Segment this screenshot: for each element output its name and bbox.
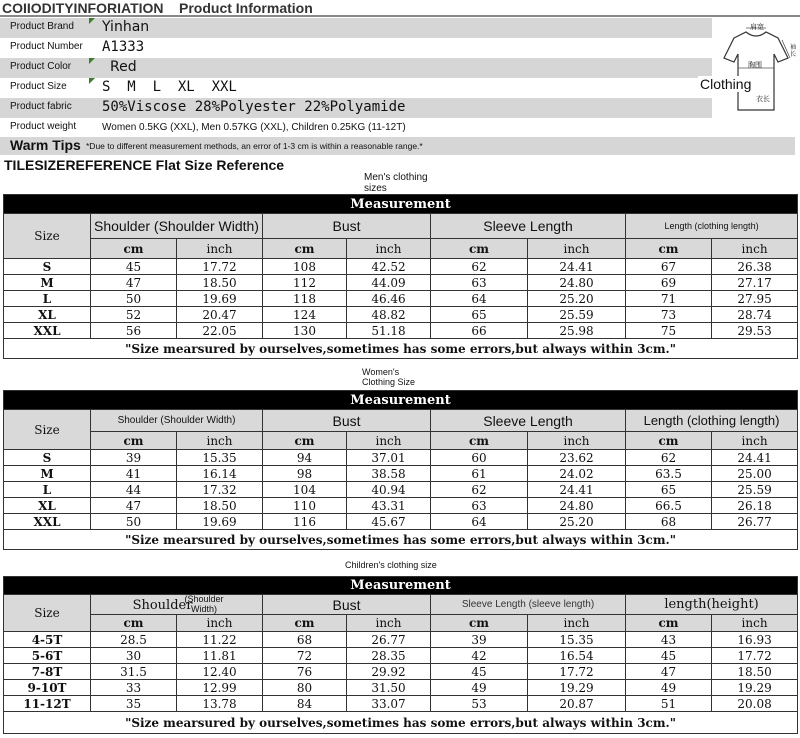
value-cell: 20.08 xyxy=(712,696,798,712)
value-cell: 24.41 xyxy=(712,450,798,466)
children-col-shoulder xyxy=(91,595,263,615)
value-cell: 25.98 xyxy=(528,323,626,339)
men-col-length: Length (clothing length) xyxy=(626,214,798,239)
value-cell: 35 xyxy=(91,696,177,712)
unit-inch: inch xyxy=(347,239,431,259)
value-cell: 44 xyxy=(91,482,177,498)
table-row xyxy=(4,680,798,696)
value-cell: 44.09 xyxy=(347,275,431,291)
info-row-color xyxy=(0,58,712,78)
value-cell: 25.20 xyxy=(528,514,626,530)
value-cell: 26.18 xyxy=(712,498,798,514)
value-cell: 47 xyxy=(91,498,177,514)
men-size-table xyxy=(3,194,798,359)
value-cell: 48.82 xyxy=(347,307,431,323)
info-value: Women 0.5KG (XXL), Men 0.57KG (XXL), Children 0.25KG (11-12T) xyxy=(102,122,406,133)
value-cell: 110 xyxy=(263,498,347,514)
women-col-sleeve: Sleeve Length xyxy=(431,410,626,432)
value-cell: 33 xyxy=(91,680,177,696)
value-cell: 24.41 xyxy=(528,482,626,498)
unit-inch: inch xyxy=(528,239,626,259)
value-cell: 72 xyxy=(263,648,347,664)
value-cell: 46.46 xyxy=(347,291,431,307)
info-row-fabric xyxy=(0,98,712,118)
value-cell: 42.52 xyxy=(347,259,431,275)
info-value: 50%Viscose 28%Polyester 22%Polyamide xyxy=(102,99,406,115)
value-cell: 20.87 xyxy=(528,696,626,712)
men-table-title: Measurement xyxy=(4,195,798,214)
value-cell: 63.5 xyxy=(626,466,712,482)
size-cell: M xyxy=(4,275,91,291)
children-col-length: length(height) xyxy=(626,595,798,615)
value-cell: 94 xyxy=(263,450,347,466)
info-row-size xyxy=(0,78,712,98)
table-row xyxy=(4,498,798,514)
value-cell: 116 xyxy=(263,514,347,530)
value-cell: 61 xyxy=(431,466,528,482)
value-cell: 27.95 xyxy=(712,291,798,307)
info-value: S M L XL XXL xyxy=(102,79,237,95)
children-shoulder-main: Shoulder xyxy=(132,598,193,613)
table-row xyxy=(4,275,798,291)
value-cell: 47 xyxy=(91,275,177,291)
value-cell: 11.22 xyxy=(177,632,263,648)
value-cell: 40.94 xyxy=(347,482,431,498)
table-row xyxy=(4,696,798,712)
children-col-bust: Bust xyxy=(263,595,431,615)
children-col-sleeve: Sleeve Length (sleeve length) xyxy=(431,595,626,615)
size-cell: S xyxy=(4,450,91,466)
women-table-title: Measurement xyxy=(4,391,798,410)
value-cell: 60 xyxy=(431,450,528,466)
value-cell: 84 xyxy=(263,696,347,712)
value-cell: 49 xyxy=(626,680,712,696)
value-cell: 69 xyxy=(626,275,712,291)
table-row xyxy=(4,482,798,498)
value-cell: 37.01 xyxy=(347,450,431,466)
warm-tips-bar xyxy=(0,137,795,155)
value-cell: 16.14 xyxy=(177,466,263,482)
men-col-sleeve: Sleeve Length xyxy=(431,214,626,239)
value-cell: 29.53 xyxy=(712,323,798,339)
size-cell: XL xyxy=(4,498,91,514)
info-row-weight xyxy=(0,118,712,138)
page-header xyxy=(0,0,800,17)
value-cell: 43.31 xyxy=(347,498,431,514)
info-label: Product weight xyxy=(10,121,77,132)
value-cell: 33.07 xyxy=(347,696,431,712)
info-row-brand xyxy=(0,18,712,38)
value-cell: 49 xyxy=(431,680,528,696)
children-section-label: Children's clothing size xyxy=(345,560,437,570)
unit-cm: cm xyxy=(626,615,712,632)
value-cell: 18.50 xyxy=(177,275,263,291)
size-cell: 9-10T xyxy=(4,680,91,696)
value-cell: 16.93 xyxy=(712,632,798,648)
women-section-label: Women's Clothing Size xyxy=(362,367,416,387)
value-cell: 62 xyxy=(431,259,528,275)
unit-cm: cm xyxy=(626,432,712,450)
shirt-diagram xyxy=(700,18,800,138)
unit-inch: inch xyxy=(177,432,263,450)
men-table-note: "Size mearsured by ourselves,sometimes has some errors,but always within 3cm." xyxy=(4,339,798,359)
value-cell: 68 xyxy=(263,632,347,648)
value-cell: 65 xyxy=(431,307,528,323)
value-cell: 29.92 xyxy=(347,664,431,680)
info-label: Product Size xyxy=(10,81,67,92)
unit-cm: cm xyxy=(263,239,347,259)
value-cell: 12.40 xyxy=(177,664,263,680)
unit-cm: cm xyxy=(431,615,528,632)
value-cell: 63 xyxy=(431,498,528,514)
size-cell: XL xyxy=(4,307,91,323)
unit-cm: cm xyxy=(91,432,177,450)
info-value: A1333 xyxy=(102,39,145,55)
value-cell: 18.50 xyxy=(712,664,798,680)
value-cell: 25.59 xyxy=(712,482,798,498)
value-cell: 104 xyxy=(263,482,347,498)
product-info-block xyxy=(0,18,712,138)
value-cell: 76 xyxy=(263,664,347,680)
size-cell: 11-12T xyxy=(4,696,91,712)
value-cell: 41 xyxy=(91,466,177,482)
value-cell: 66.5 xyxy=(626,498,712,514)
value-cell: 56 xyxy=(91,323,177,339)
info-label: Product Color xyxy=(10,61,72,72)
value-cell: 52 xyxy=(91,307,177,323)
shirt-sleeve-label: 袖长 xyxy=(790,44,797,58)
men-col-bust: Bust xyxy=(263,214,431,239)
unit-inch: inch xyxy=(712,615,798,632)
children-size-table xyxy=(3,576,798,734)
women-col-bust: Bust xyxy=(263,410,431,432)
value-cell: 50 xyxy=(91,291,177,307)
women-col-length: Length (clothing length) xyxy=(626,410,798,432)
women-table-note: "Size mearsured by ourselves,sometimes has some errors,but always within 3cm." xyxy=(4,530,798,550)
corner-mark-icon xyxy=(89,58,95,64)
value-cell: 63 xyxy=(431,275,528,291)
value-cell: 108 xyxy=(263,259,347,275)
men-section-label: Men's clothing sizes xyxy=(364,172,428,194)
warm-tips-title: Warm Tips xyxy=(10,137,81,153)
table-row xyxy=(4,648,798,664)
shirt-chest-label: 胸围 xyxy=(748,61,762,69)
value-cell: 75 xyxy=(626,323,712,339)
unit-cm: cm xyxy=(263,432,347,450)
value-cell: 45 xyxy=(431,664,528,680)
table-row xyxy=(4,259,798,275)
info-label: Product fabric xyxy=(10,101,72,112)
unit-cm: cm xyxy=(263,615,347,632)
table-row xyxy=(4,632,798,648)
value-cell: 13.78 xyxy=(177,696,263,712)
shirt-length-label: 衣长 xyxy=(756,95,770,103)
value-cell: 17.72 xyxy=(528,664,626,680)
value-cell: 16.54 xyxy=(528,648,626,664)
value-cell: 20.47 xyxy=(177,307,263,323)
info-row-number xyxy=(0,38,712,58)
unit-inch: inch xyxy=(712,239,798,259)
value-cell: 39 xyxy=(431,632,528,648)
value-cell: 25.59 xyxy=(528,307,626,323)
value-cell: 51 xyxy=(626,696,712,712)
value-cell: 124 xyxy=(263,307,347,323)
info-value: Yinhan xyxy=(102,19,150,35)
value-cell: 62 xyxy=(431,482,528,498)
header-title-right: Product Information xyxy=(179,0,313,16)
value-cell: 15.35 xyxy=(528,632,626,648)
unit-cm: cm xyxy=(431,432,528,450)
value-cell: 12.99 xyxy=(177,680,263,696)
table-row xyxy=(4,323,798,339)
value-cell: 67 xyxy=(626,259,712,275)
value-cell: 53 xyxy=(431,696,528,712)
size-cell: M xyxy=(4,466,91,482)
value-cell: 66 xyxy=(431,323,528,339)
value-cell: 19.29 xyxy=(528,680,626,696)
value-cell: 45 xyxy=(91,259,177,275)
children-col-size: Size xyxy=(4,595,91,632)
value-cell: 15.35 xyxy=(177,450,263,466)
value-cell: 38.58 xyxy=(347,466,431,482)
size-cell: S xyxy=(4,259,91,275)
size-cell: L xyxy=(4,291,91,307)
children-table-title: Measurement xyxy=(4,577,798,595)
value-cell: 17.72 xyxy=(712,648,798,664)
value-cell: 28.74 xyxy=(712,307,798,323)
value-cell: 17.32 xyxy=(177,482,263,498)
table-row xyxy=(4,514,798,530)
unit-inch: inch xyxy=(528,615,626,632)
clothing-label: Clothing xyxy=(700,76,752,92)
corner-mark-icon xyxy=(89,78,95,84)
value-cell: 24.80 xyxy=(528,275,626,291)
value-cell: 30 xyxy=(91,648,177,664)
value-cell: 25.20 xyxy=(528,291,626,307)
unit-cm: cm xyxy=(91,239,177,259)
men-col-size: Size xyxy=(4,214,91,259)
unit-inch: inch xyxy=(347,432,431,450)
value-cell: 31.5 xyxy=(91,664,177,680)
value-cell: 64 xyxy=(431,291,528,307)
value-cell: 62 xyxy=(626,450,712,466)
value-cell: 39 xyxy=(91,450,177,466)
size-cell: XXL xyxy=(4,323,91,339)
unit-inch: inch xyxy=(177,615,263,632)
info-label: Product Number xyxy=(10,41,83,52)
value-cell: 28.35 xyxy=(347,648,431,664)
table-row xyxy=(4,664,798,680)
value-cell: 43 xyxy=(626,632,712,648)
value-cell: 112 xyxy=(263,275,347,291)
value-cell: 19.69 xyxy=(177,514,263,530)
unit-inch: inch xyxy=(712,432,798,450)
warm-tips-text: *Due to different measurement methods, an error of 1-3 cm is within a reasonable range.* xyxy=(86,141,423,151)
value-cell: 50 xyxy=(91,514,177,530)
table-row xyxy=(4,307,798,323)
value-cell: 45 xyxy=(626,648,712,664)
size-cell: 5-6T xyxy=(4,648,91,664)
value-cell: 71 xyxy=(626,291,712,307)
value-cell: 73 xyxy=(626,307,712,323)
children-table-note: "Size mearsured by ourselves,sometimes has some errors,but always within 3cm." xyxy=(4,712,798,734)
value-cell: 23.62 xyxy=(528,450,626,466)
value-cell: 26.77 xyxy=(347,632,431,648)
value-cell: 11.81 xyxy=(177,648,263,664)
women-size-table xyxy=(3,390,798,550)
value-cell: 31.50 xyxy=(347,680,431,696)
value-cell: 18.50 xyxy=(177,498,263,514)
value-cell: 24.80 xyxy=(528,498,626,514)
value-cell: 19.29 xyxy=(712,680,798,696)
shirt-shoulder-label: 肩宽 xyxy=(750,23,764,31)
table-row xyxy=(4,466,798,482)
children-shoulder-sub: (Shoulder Width) xyxy=(184,594,224,614)
size-cell: XXL xyxy=(4,514,91,530)
table-row xyxy=(4,291,798,307)
value-cell: 26.77 xyxy=(712,514,798,530)
header-title-left: COIIODITYINFORIATION xyxy=(2,0,164,16)
value-cell: 25.00 xyxy=(712,466,798,482)
table-row xyxy=(4,450,798,466)
value-cell: 45.67 xyxy=(347,514,431,530)
unit-cm: cm xyxy=(431,239,528,259)
women-col-shoulder: Shoulder (Shoulder Width) xyxy=(91,410,263,432)
value-cell: 130 xyxy=(263,323,347,339)
size-cell: 4-5T xyxy=(4,632,91,648)
size-cell: 7-8T xyxy=(4,664,91,680)
men-col-shoulder: Shoulder (Shoulder Width) xyxy=(91,214,263,239)
value-cell: 98 xyxy=(263,466,347,482)
value-cell: 42 xyxy=(431,648,528,664)
unit-inch: inch xyxy=(528,432,626,450)
unit-cm: cm xyxy=(91,615,177,632)
value-cell: 64 xyxy=(431,514,528,530)
size-reference-title: TILESIZEREFERENCE Flat Size Reference xyxy=(4,157,285,173)
value-cell: 17.72 xyxy=(177,259,263,275)
value-cell: 65 xyxy=(626,482,712,498)
value-cell: 19.69 xyxy=(177,291,263,307)
value-cell: 68 xyxy=(626,514,712,530)
value-cell: 26.38 xyxy=(712,259,798,275)
info-label: Product Brand xyxy=(10,21,74,32)
value-cell: 118 xyxy=(263,291,347,307)
value-cell: 51.18 xyxy=(347,323,431,339)
corner-mark-icon xyxy=(89,18,95,24)
info-value: Red xyxy=(110,59,137,75)
women-col-size: Size xyxy=(4,410,91,450)
value-cell: 24.02 xyxy=(528,466,626,482)
size-cell: L xyxy=(4,482,91,498)
value-cell: 80 xyxy=(263,680,347,696)
value-cell: 22.05 xyxy=(177,323,263,339)
value-cell: 28.5 xyxy=(91,632,177,648)
unit-inch: inch xyxy=(177,239,263,259)
value-cell: 24.41 xyxy=(528,259,626,275)
value-cell: 27.17 xyxy=(712,275,798,291)
unit-cm: cm xyxy=(626,239,712,259)
unit-inch: inch xyxy=(347,615,431,632)
value-cell: 47 xyxy=(626,664,712,680)
